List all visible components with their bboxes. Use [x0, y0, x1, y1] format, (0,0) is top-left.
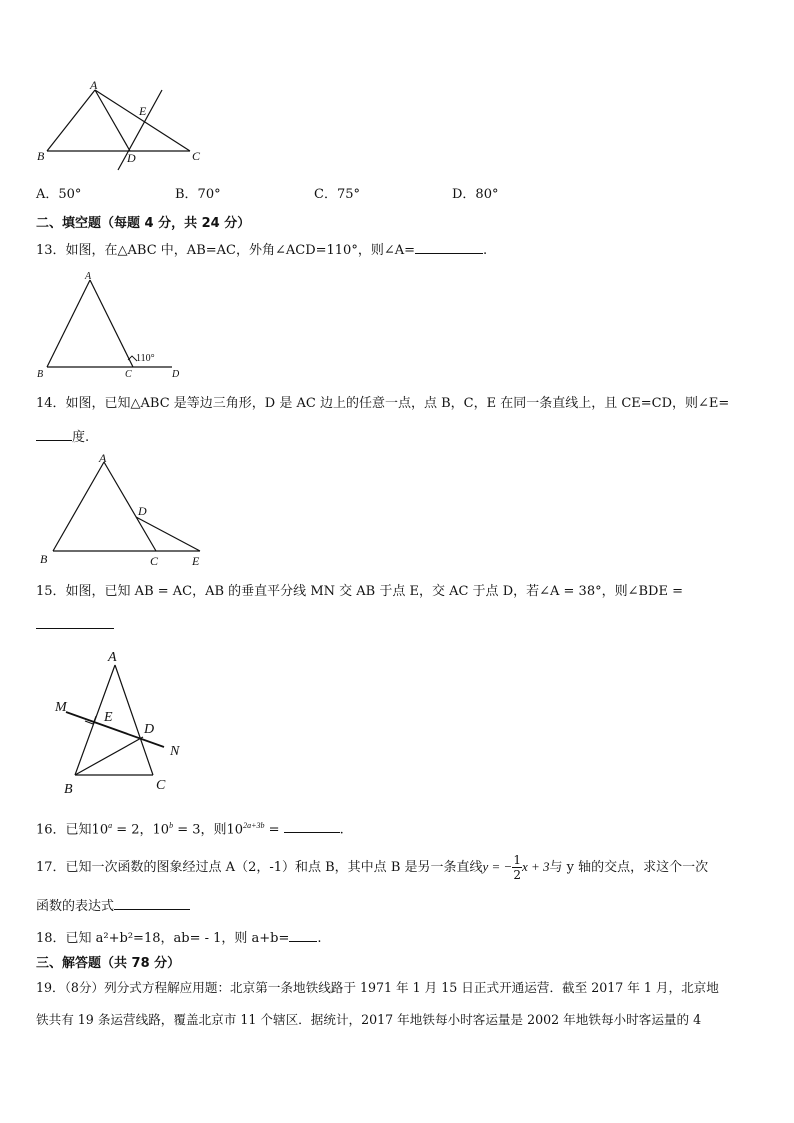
q13-label-c: C: [125, 369, 132, 380]
q12-label-b: B: [37, 149, 45, 163]
question-19-line2: 铁共有 19 条运营线路，覆盖北京市 11 个辖区．据统计，2017 年地铁每小时客运量是 2002 年地铁每小时客运量的 4: [36, 1012, 702, 1027]
q16-base-3: 10: [226, 822, 244, 838]
q13-angle-label: 110°: [136, 353, 155, 364]
section-heading-solutions: 三、解答题（共 78 分）: [36, 956, 181, 971]
q14-figure: [36, 450, 216, 570]
answer-blank-18[interactable]: [289, 928, 317, 942]
question-14: [36, 396, 729, 412]
answer-blank-13[interactable]: [415, 240, 483, 254]
q13-label-d: D: [172, 369, 180, 380]
q12-option-c: C．75°: [314, 187, 360, 202]
q15-label-m: M: [55, 700, 67, 715]
q14-label-b: B: [40, 552, 48, 566]
q12-option-d: D．80°: [452, 187, 499, 202]
q12-option-a: A．50°: [36, 187, 82, 202]
q17-frac-den: 2: [513, 868, 521, 882]
question-18-text: 18．已知 a²+b²=18，ab= - 1，则 a+b=: [36, 931, 290, 946]
question-14-line2: [36, 427, 89, 446]
q12-label-d: D: [127, 151, 136, 165]
question-17-line2-text: 函数的表达式: [36, 899, 115, 914]
answer-blank-14[interactable]: [36, 427, 72, 441]
q12-label-c: C: [192, 149, 201, 163]
q16-base-1: 10: [91, 822, 109, 838]
q15-label-c: C: [156, 778, 166, 793]
question-15-text: 15．如图，已知 AB = AC，AB 的垂直平分线 MN 交 AB 于点 E，交 AC 于点 D，若∠A = 38°，则∠BDE =: [36, 584, 683, 599]
q15-label-d: D: [144, 722, 155, 737]
q16-eq-c: =: [264, 822, 284, 838]
question-13-end: .: [483, 243, 488, 258]
question-17-text-a: 17．已知一次函数的图象经过点 A（2，-1）和点 B，其中点 B 是另一条直线: [36, 860, 483, 875]
q14-label-a: A: [99, 451, 107, 465]
q12-label-a: A: [90, 78, 98, 92]
q13-label-b: B: [37, 369, 44, 380]
question-15: [36, 584, 683, 600]
q12-option-b: B．70°: [175, 187, 221, 202]
question-16-prefix: 16．已知: [36, 822, 92, 838]
question-17-text-b: 与 y 轴的交点，求这个一次: [549, 860, 709, 875]
q16-eq-a: = 2，: [112, 822, 153, 838]
question-16: [36, 818, 344, 838]
q16-eq-b: = 3，则: [173, 822, 227, 838]
q15-label-n: N: [170, 744, 180, 759]
q12-label-e: E: [139, 104, 147, 118]
question-14-text: 14．如图，已知△ABC 是等边三角形，D 是 AC 边上的任意一点，点 B，C，E 在同一条直线上，且 CE=CD，则∠E=: [36, 396, 730, 411]
q14-label-d: D: [138, 504, 147, 518]
q15-figure: [50, 645, 200, 805]
q16-exp-a: a: [108, 821, 113, 830]
q16-base-2: 10: [152, 822, 170, 838]
question-17: [36, 852, 708, 883]
answer-blank-17[interactable]: [114, 896, 190, 910]
q16-exp-b: b: [169, 821, 174, 830]
q15-label-b: B: [64, 782, 73, 797]
section-heading-fill-in: 二、填空题（每题 4 分，共 24 分）: [36, 216, 251, 231]
q13-label-a: A: [85, 271, 92, 282]
answer-blank-15[interactable]: [36, 628, 114, 629]
question-13-text: 13．如图，在△ABC 中，AB=AC，外角∠ACD=110°，则∠A=: [36, 243, 415, 258]
q17-func-rhs: x + 3: [521, 859, 550, 874]
q17-fraction: [512, 853, 522, 882]
question-17-line2: [36, 896, 190, 915]
q15-label-a: A: [108, 650, 117, 665]
question-16-end: .: [339, 822, 344, 838]
q17-frac-num: 1: [513, 853, 521, 867]
q14-label-c: C: [150, 554, 159, 568]
q12-figure: [30, 80, 210, 175]
q13-figure: [36, 270, 196, 382]
q14-label-e: E: [192, 554, 200, 568]
answer-blank-16[interactable]: [284, 819, 340, 833]
q17-func-lhs: y = −: [482, 859, 513, 874]
question-18: [36, 928, 322, 947]
question-13: [36, 240, 487, 259]
question-14-end: 度.: [72, 430, 90, 445]
question-19-line1: 19．（8分）列分式方程解应用题：北京第一条地铁线路于 1971 年 1 月 15 日正式开通运营．截至 2017 年 1 月，北京地: [36, 980, 719, 995]
question-18-end: .: [317, 931, 322, 946]
q15-label-e: E: [104, 710, 113, 725]
q16-exp-c: 2a+3b: [243, 821, 265, 830]
